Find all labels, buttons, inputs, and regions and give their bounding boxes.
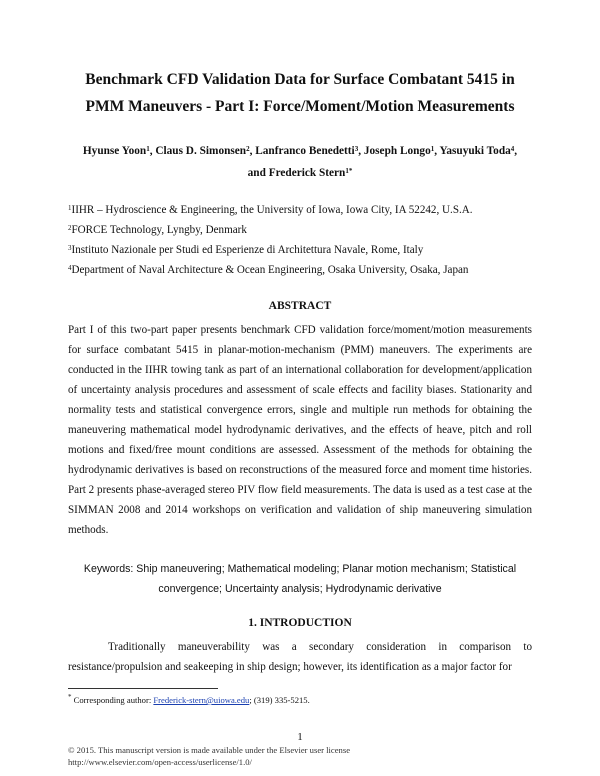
- abstract-heading: ABSTRACT: [268, 300, 332, 312]
- corresponding-author-email-link[interactable]: Frederick-stern@uiowa.edu: [153, 695, 250, 705]
- abstract-body: Part I of this two-part paper presents benchmark CFD validation force/moment/motion measurements for surface combatant 5415 in planar-motion-mechanism (PMM) maneuvers. The experiments are conducted in the IIHR towing tank as part of an international collaboration for development/application of uncertainty analysis procedures and assessment of scale effects and facility biases. Stationarity and normality tests and statistical convergence errors, single and multiple run methods for obtaining the maneuvering mathematical model hydrodynamic derivatives, and the effects of heave, pitch and roll motions and fixed/free mount conditions are assessed. Assessment of the methods for obtaining the hydrodynamic derivatives is based on reconstructions of the measured force and moment time histories. Part 2 presents phase-averaged stereo PIV flow field measurements. The data is used as a test case at the SIMMAN 2008 and 2014 workshops on verification and validation of ship maneuvering simulation methods.: [68, 324, 532, 536]
- title-line-2: PMM Maneuvers - Part I: Force/Moment/Motion Measurements: [85, 98, 515, 115]
- affiliation-sup: 3: [68, 244, 72, 252]
- affiliation-text: Department of Naval Architecture & Ocean Engineering, Osaka University, Osaka, Japan: [71, 264, 469, 276]
- affiliation: [68, 220, 538, 240]
- affiliation: [68, 200, 538, 220]
- affiliation-text: Instituto Nazionale per Studi ed Esperienze di Architettura Navale, Rome, Italy: [71, 244, 424, 256]
- affiliation-sup: 4: [68, 264, 72, 272]
- affiliation-list: [68, 200, 538, 280]
- affiliation-sup: 1: [68, 204, 72, 212]
- author-list: [60, 140, 540, 184]
- author-affil-sup: 4: [510, 145, 515, 153]
- footnote-mark: *: [68, 693, 72, 701]
- author-affil-sup: 1: [146, 145, 150, 153]
- title-line-1: Benchmark CFD Validation Data for Surface Combatant 5415 in: [85, 71, 515, 88]
- author-affil-sup: 3: [354, 145, 359, 153]
- license-url[interactable]: http://www.elsevier.com/open-access/userlicense/1.0/: [68, 757, 252, 767]
- footnote-divider: [68, 688, 218, 689]
- license-line-1: © 2015. This manuscript version is made available under the Elsevier user license: [68, 745, 351, 755]
- author-name: Yasuyuki Toda: [439, 145, 511, 157]
- page-number: 1: [297, 731, 303, 743]
- author-name: Lanfranco Benedetti: [255, 145, 355, 157]
- author-name: Claus D. Simonsen: [155, 145, 247, 157]
- paper-title: [40, 66, 560, 120]
- author-affil-sup: 2: [246, 145, 250, 153]
- affiliation: [68, 260, 538, 280]
- introduction-body: Traditionally maneuverability was a secondary consideration in comparison to resistance/propulsion and seakeeping in ship design; however, its identification as a major factor for: [68, 641, 532, 673]
- footnote-phone: ; (319) 335-5215.: [249, 695, 310, 705]
- footnote: [68, 695, 310, 705]
- author-conjunction: and: [247, 167, 269, 179]
- affiliation-sup: 2: [68, 224, 72, 232]
- affiliation: [68, 240, 538, 260]
- affiliation-text: FORCE Technology, Lyngby, Denmark: [71, 224, 247, 236]
- author-line-1: Hyunse Yoon$^1$, Claus D. Simonsen$^2$, Lanfranco Benedetti$^3$, Joseph Longo$^1$, Yasuyuki Toda$^4$,: [82, 145, 518, 157]
- author-name: Frederick Stern: [268, 167, 346, 179]
- author-line-2: [60, 162, 540, 184]
- author-affil-sup: 1: [430, 145, 435, 153]
- affiliation-text: IIHR – Hydroscience & Engineering, the University of Iowa, Iowa City, IA 52242, U.S.A.: [71, 204, 473, 216]
- keywords-line-1: Keywords: Ship maneuvering; Mathematical modeling; Planar motion mechanism; Statistical: [83, 563, 517, 575]
- footnote-label: Corresponding author:: [71, 695, 154, 705]
- author-name: Hyunse Yoon: [82, 145, 147, 157]
- license-notice: [68, 744, 350, 768]
- author-affil-sup: 1*: [345, 167, 353, 175]
- keywords-line-2: convergence; Uncertainty analysis; Hydrodynamic derivative: [158, 583, 442, 595]
- section-heading-introduction: 1. INTRODUCTION: [248, 617, 352, 629]
- keywords: [68, 559, 532, 599]
- author-name: Joseph Longo: [363, 145, 431, 157]
